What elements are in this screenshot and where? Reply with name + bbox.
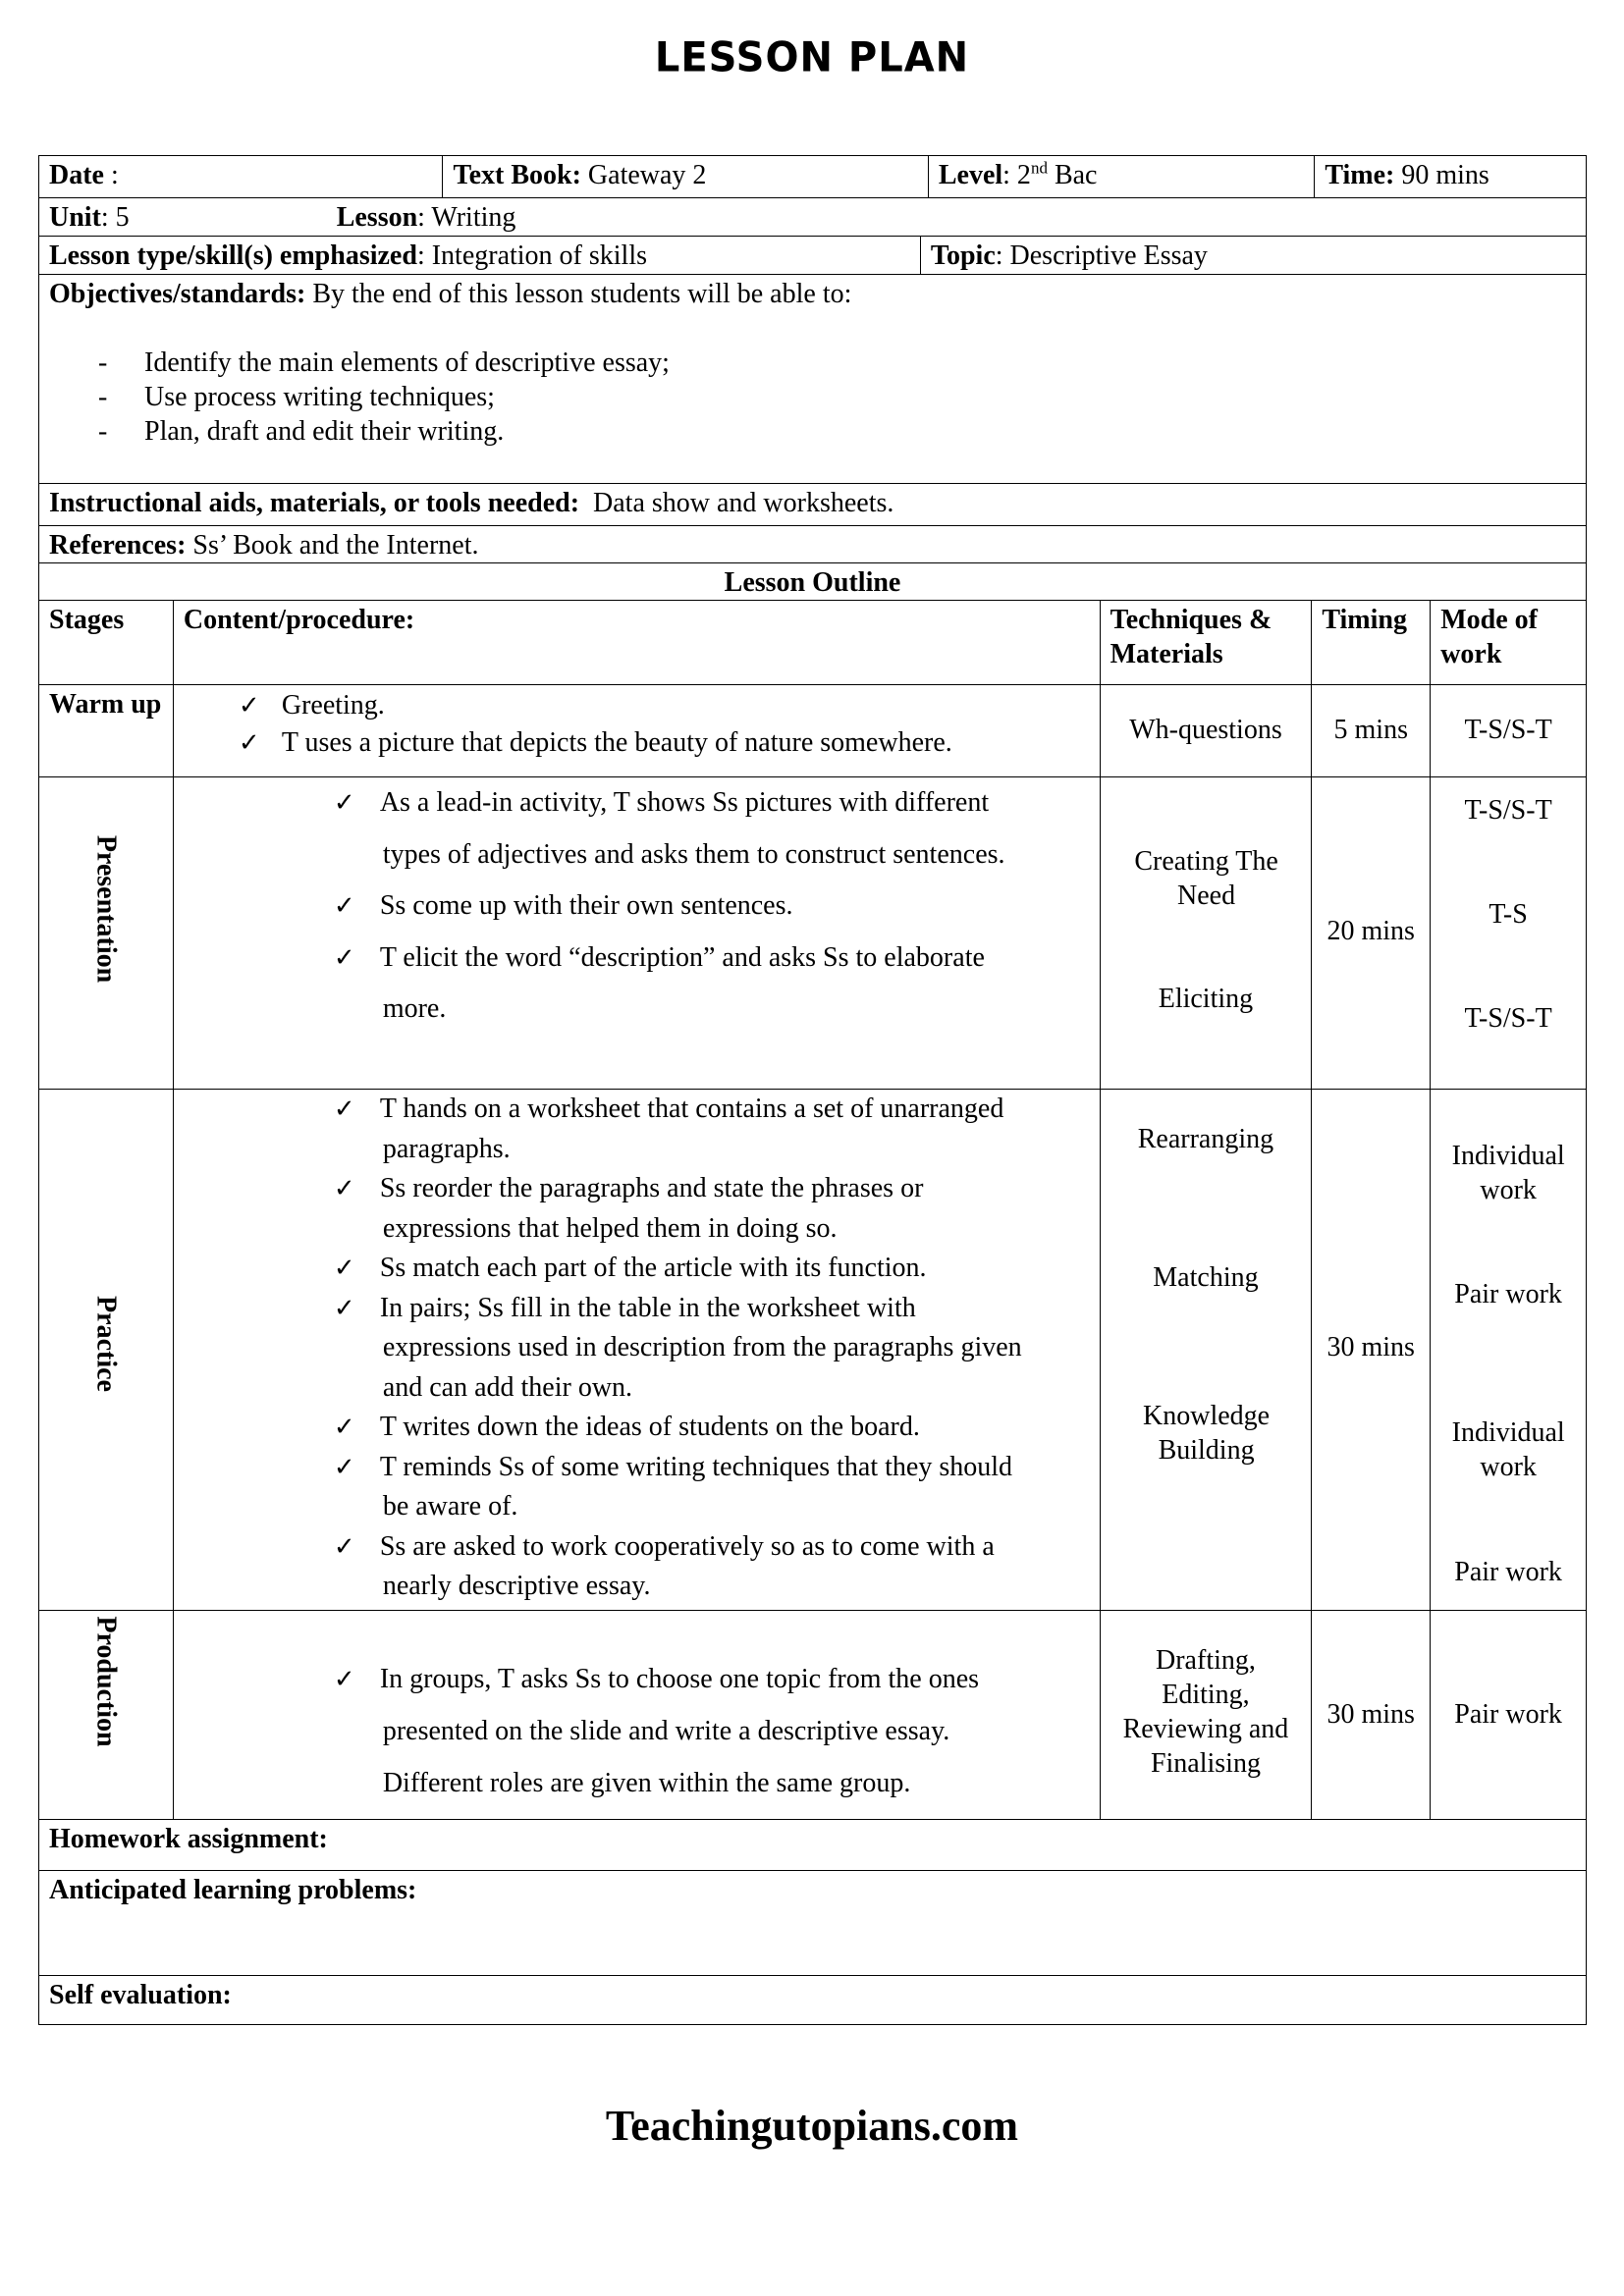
date-value: : [110, 160, 119, 190]
practice-item [184, 1289, 1090, 1329]
unit-cell [39, 198, 1586, 236]
presentation-item-text: As a lead-in activity, T shows Ss pictures with different [379, 787, 990, 818]
practice-item-text: Ss are asked to work cooperatively so as to come with a [379, 1530, 995, 1562]
level-label: Level [938, 160, 1003, 190]
presentation-row [38, 776, 1587, 1089]
date-label: Date [49, 160, 104, 190]
practice-mode: Pair work [1454, 1557, 1562, 1587]
textbook-cell [443, 156, 928, 197]
objectives-label: Objectives/standards: [49, 279, 306, 309]
topic-value: : Descriptive Essay [995, 240, 1208, 271]
mode-header [1431, 601, 1586, 684]
practice-mode: Individual work [1451, 1417, 1565, 1482]
time-cell [1315, 156, 1586, 197]
footer-website: Teachingutopians.com [605, 2102, 1019, 2150]
practice-item-cont: expressions used in description from the paragraphs given [382, 1332, 1022, 1362]
practice-item-text: T hands on a worksheet that contains a set of unarranged [379, 1094, 1004, 1124]
practice-item-text: T reminds Ss of some writing techniques that they should [379, 1451, 1013, 1482]
unit-row [38, 197, 1587, 236]
practice-item-text: Ss match each part of the article with its function. [379, 1253, 927, 1283]
level-cell [929, 156, 1316, 197]
practice-item [184, 1448, 1090, 1488]
warmup-item-text: T uses a picture that depicts the beauty of nature somewhere. [281, 727, 952, 758]
self-evaluation-row [38, 1975, 1587, 2025]
production-stage-text: Production [90, 1616, 122, 1747]
presentation-item [184, 777, 1090, 829]
stages-header-text: Stages [49, 605, 125, 635]
timing-header [1312, 601, 1431, 684]
warmup-technique: Wh-questions [1101, 685, 1313, 776]
type-value: : Integration of skills [416, 240, 648, 271]
production-row [38, 1610, 1587, 1819]
practice-row [38, 1089, 1587, 1610]
technique-matching: Matching [1153, 1262, 1259, 1293]
time-value: 90 mins [1401, 160, 1489, 190]
presentation-mode: T-S [1489, 899, 1528, 930]
production-mode: Pair work [1454, 1699, 1562, 1730]
production-stage [39, 1611, 174, 1819]
level-value: : 2 [1002, 160, 1031, 190]
presentation-item [184, 881, 1090, 933]
presentation-timing: 20 mins [1312, 777, 1431, 1089]
time-label: Time: [1325, 160, 1395, 190]
production-timing: 30 mins [1312, 1611, 1431, 1819]
check-icon: ✓ [333, 942, 355, 972]
references-label: References: [49, 530, 187, 561]
techniques-header [1101, 601, 1313, 684]
textbook-value: Gateway 2 [587, 160, 707, 190]
timing-header-text: Timing [1322, 605, 1407, 635]
problems-cell [39, 1871, 1586, 1975]
practice-item-cont: expressions that helped them in doing so. [382, 1212, 838, 1244]
warmup-item-text: Greeting. [281, 690, 385, 721]
practice-item [184, 1249, 1090, 1289]
homework-row [38, 1819, 1587, 1870]
technique-eliciting: Eliciting [1158, 984, 1254, 1014]
check-icon: ✓ [333, 1174, 355, 1202]
warmup-timing: 5 mins [1312, 685, 1431, 776]
practice-item [184, 1090, 1090, 1130]
textbook-label: Text Book: [453, 160, 581, 190]
warmup-content [174, 685, 1101, 776]
problems-label: Anticipated learning problems: [49, 1875, 417, 1905]
lesson-value: : Writing [417, 202, 516, 233]
presentation-mode: T-S/S-T [1464, 1003, 1552, 1034]
practice-item-text: T writes down the ideas of students on the board. [379, 1412, 920, 1442]
technique-rearranging: Rearranging [1137, 1124, 1274, 1154]
check-icon: ✓ [333, 1665, 355, 1693]
aids-cell [39, 484, 1586, 525]
warmup-row [38, 684, 1587, 776]
practice-item-text: In pairs; Ss fill in the table in the worksheet with [379, 1292, 916, 1323]
stages-header [39, 601, 174, 684]
practice-techniques [1101, 1090, 1313, 1610]
date-cell [39, 156, 443, 197]
presentation-mode: T-S/S-T [1464, 795, 1552, 826]
objectives-cell [39, 275, 1586, 483]
production-item-text: In groups, T asks Ss to choose one topic from the ones [379, 1664, 980, 1694]
practice-mode: Individual work [1451, 1141, 1565, 1205]
production-item [184, 1653, 1090, 1705]
aids-row [38, 483, 1587, 525]
check-icon: ✓ [333, 1413, 355, 1441]
page-title: LESSON PLAN [654, 33, 970, 82]
type-label: Lesson type/skill(s) emphasized [49, 240, 417, 271]
references-cell [39, 526, 1586, 562]
unit-value: : 5 [100, 202, 130, 233]
practice-item-text: Ss reorder the paragraphs and state the phrases or [379, 1173, 924, 1203]
references-row [38, 525, 1587, 562]
check-icon: ✓ [333, 891, 355, 920]
type-row [38, 236, 1587, 274]
header-row [38, 155, 1587, 197]
objectives-list [49, 346, 1576, 449]
check-icon: ✓ [333, 1254, 355, 1282]
practice-item-cont: nearly descriptive essay. [382, 1571, 651, 1601]
practice-timing: 30 mins [1312, 1090, 1431, 1610]
warmup-stage-text: Warm up [49, 689, 162, 720]
warmup-item [184, 687, 1090, 724]
presentation-item [184, 933, 1090, 985]
practice-stage [39, 1090, 174, 1610]
technique-knowledge-building: Knowledge Building [1143, 1401, 1271, 1466]
practice-mode: Pair work [1454, 1279, 1562, 1309]
technique-creating-need: Creating The Need [1134, 846, 1278, 911]
check-icon: ✓ [333, 1452, 355, 1481]
techniques-header-text: Techniques & Materials [1110, 605, 1272, 669]
presentation-techniques [1101, 777, 1313, 1089]
practice-item [184, 1527, 1090, 1568]
warmup-item [184, 724, 1090, 762]
presentation-stage [39, 777, 174, 1089]
outline-title-row [38, 562, 1587, 600]
lesson-plan-table [38, 155, 1587, 2025]
presentation-item-text: T elicit the word “description” and asks Ss to elaborate [379, 941, 985, 973]
outline-title-text: Lesson Outline [724, 567, 901, 598]
practice-item-cont: and can add their own. [382, 1371, 633, 1403]
practice-item-cont: paragraphs. [382, 1133, 511, 1164]
practice-item-cont: be aware of. [382, 1491, 518, 1522]
presentation-item-cont: types of adjectives and asks them to construct sentences. [382, 838, 1005, 870]
unit-label: Unit [49, 202, 101, 233]
objective-item: - Plan, draft and edit their writing. [49, 414, 1576, 449]
references-value: Ss’ Book and the Internet. [192, 530, 479, 561]
objective-item: - Identify the main elements of descriptive essay; [49, 346, 1576, 380]
self-evaluation-label: Self evaluation: [49, 1980, 232, 2010]
presentation-item-cont: more. [382, 993, 447, 1024]
lesson-label: Lesson [336, 202, 418, 233]
content-header-text: Content/procedure: [183, 605, 415, 635]
check-icon: ✓ [333, 1095, 355, 1123]
topic-label: Topic [930, 240, 996, 271]
problems-row [38, 1870, 1587, 1975]
type-cell [39, 237, 921, 274]
practice-item [184, 1408, 1090, 1448]
production-item-cont: Different roles are given within the same group. [382, 1768, 911, 1798]
presentation-modes [1431, 777, 1586, 1089]
outline-header-row [38, 600, 1587, 684]
content-header [174, 601, 1101, 684]
objective-item: - Use process writing techniques; [49, 380, 1576, 414]
topic-cell [921, 237, 1586, 274]
presentation-stage-text: Presentation [90, 834, 122, 983]
homework-cell [39, 1820, 1586, 1870]
practice-modes [1431, 1090, 1586, 1610]
production-item-cont: presented on the slide and write a descriptive essay. [382, 1716, 950, 1746]
warmup-mode: T-S/S-T [1464, 715, 1552, 745]
production-technique: Drafting, Editing, Reviewing and Finalising [1101, 1611, 1313, 1819]
outline-title [39, 563, 1586, 600]
level-rest: Bac [1054, 160, 1098, 190]
check-icon: ✓ [333, 788, 355, 817]
level-sup: nd [1030, 158, 1048, 178]
mode-header-text: Mode of work [1440, 605, 1538, 669]
objectives-row [38, 274, 1587, 483]
practice-item [184, 1169, 1090, 1209]
practice-content [174, 1090, 1101, 1610]
aids-label: Instructional aids, materials, or tools needed: [49, 488, 580, 518]
objectives-intro: By the end of this lesson students will be able to: [312, 279, 852, 309]
production-content [174, 1611, 1101, 1819]
practice-stage-text: Practice [90, 1296, 122, 1392]
self-evaluation-cell [39, 1976, 1586, 2024]
check-icon: ✓ [333, 1293, 355, 1322]
check-icon: ✓ [333, 1531, 355, 1561]
presentation-item-text: Ss come up with their own sentences. [379, 890, 793, 921]
check-icon: ✓ [238, 728, 260, 757]
check-icon: ✓ [238, 691, 260, 720]
homework-label: Homework assignment: [49, 1824, 328, 1854]
aids-value: Data show and worksheets. [593, 488, 894, 518]
presentation-content [174, 777, 1101, 1089]
